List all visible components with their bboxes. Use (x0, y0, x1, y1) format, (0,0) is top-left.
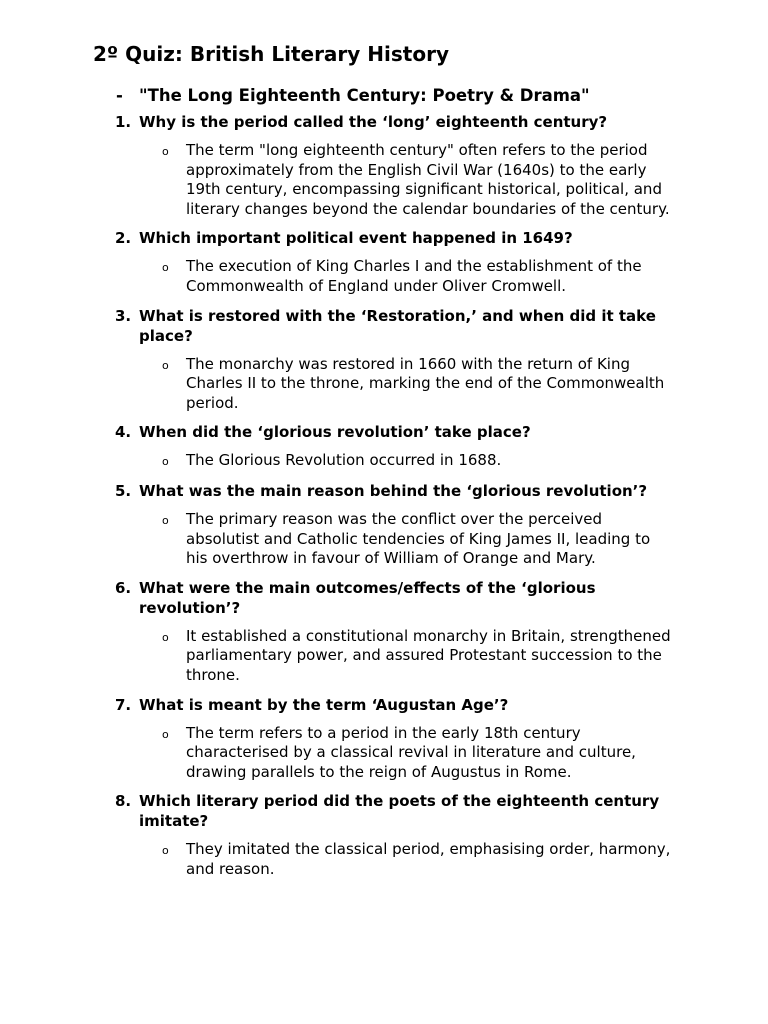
answer-item (162, 355, 768, 414)
question-item (0, 695, 768, 783)
question-number: 4. (115, 423, 132, 442)
question-line (115, 578, 768, 618)
question-item (0, 112, 768, 219)
question-item (0, 578, 768, 686)
answer-text: They imitated the classical period, emphasising order, harmony, and reason. (186, 840, 671, 878)
question-text: What is meant by the term ‘Augustan Age’? (139, 695, 509, 714)
answer-text: The execution of King Charles I and the establishment of the Commonwealth of England under Oliver Cromwell. (186, 257, 642, 295)
question-item (0, 422, 768, 472)
question-item (0, 306, 768, 414)
section-heading-text: "The Long Eighteenth Century: Poetry & Drama" (139, 86, 590, 105)
question-number: 2. (115, 229, 132, 248)
answer-item (162, 257, 768, 296)
question-text: Why is the period called the ‘long’ eighteenth century? (139, 113, 608, 131)
answer-text: The term "long eighteenth century" often refers to the period approximately from the English Civil War (1640s) to the early 19th century, encompassing significant historical, political, and literary changes beyond the calendar boundaries of the century. (186, 141, 670, 218)
question-text: What is restored with the ‘Restoration,’ and when did it take place? (139, 306, 656, 345)
question-text: What was the main reason behind the ‘glorious revolution’? (139, 481, 648, 500)
question-number: 1. (115, 113, 132, 131)
answer-text: The monarchy was restored in 1660 with the return of King Charles II to the throne, marking the end of the Commonwealth period. (186, 354, 665, 412)
answer-item (162, 451, 768, 472)
question-line (115, 306, 768, 346)
question-line (115, 695, 768, 715)
page-title: 2º Quiz: British Literary History (93, 42, 449, 66)
answer-item (162, 724, 768, 783)
answer-item (162, 627, 768, 686)
answer-bullet: o (162, 844, 169, 858)
answer-text: The term refers to a period in the early 18th century characterised by a classical revival in literature and culture, drawing parallels to the reign of Augustus in Rome. (186, 723, 636, 781)
question-text: When did the ‘glorious revolution’ take place? (139, 423, 531, 442)
answer-bullet: o (162, 261, 169, 275)
question-text: Which literary period did the poets of the eighteenth century imitate? (139, 792, 660, 831)
question-item (0, 481, 768, 569)
answer-text: The primary reason was the conflict over the perceived absolutist and Catholic tendencies of King James II, leading to his overthrow in favour of William of Orange and Mary. (186, 509, 651, 568)
answer-text: It established a constitutional monarchy in Britain, strengthened parliamentary power, and assured Protestant succession to the throne. (186, 626, 671, 684)
section-heading (116, 84, 768, 108)
question-line (115, 791, 768, 831)
answer-bullet: o (162, 630, 169, 644)
question-line (115, 228, 768, 248)
question-number: 3. (115, 306, 132, 325)
question-text: Which important political event happened in 1649? (139, 229, 573, 248)
answer-bullet: o (162, 145, 169, 158)
question-number: 8. (115, 792, 132, 811)
question-item (0, 228, 768, 296)
question-line (115, 422, 768, 442)
question-text: What were the main outcomes/effects of the ‘glorious revolution’? (139, 578, 596, 617)
answer-bullet: o (162, 358, 169, 372)
section-bullet: - (116, 86, 123, 105)
answer-item (162, 840, 768, 879)
question-list (0, 112, 768, 879)
question-line (115, 112, 768, 132)
question-number: 5. (115, 481, 132, 500)
answer-bullet: o (162, 455, 169, 469)
answer-bullet: o (162, 727, 169, 741)
answer-item (162, 510, 768, 569)
question-number: 7. (115, 695, 132, 714)
question-line (115, 481, 768, 501)
answer-bullet: o (162, 513, 169, 527)
question-number: 6. (115, 578, 132, 597)
answer-item (162, 141, 768, 219)
answer-text: The Glorious Revolution occurred in 1688. (186, 451, 502, 470)
question-item (0, 791, 768, 879)
